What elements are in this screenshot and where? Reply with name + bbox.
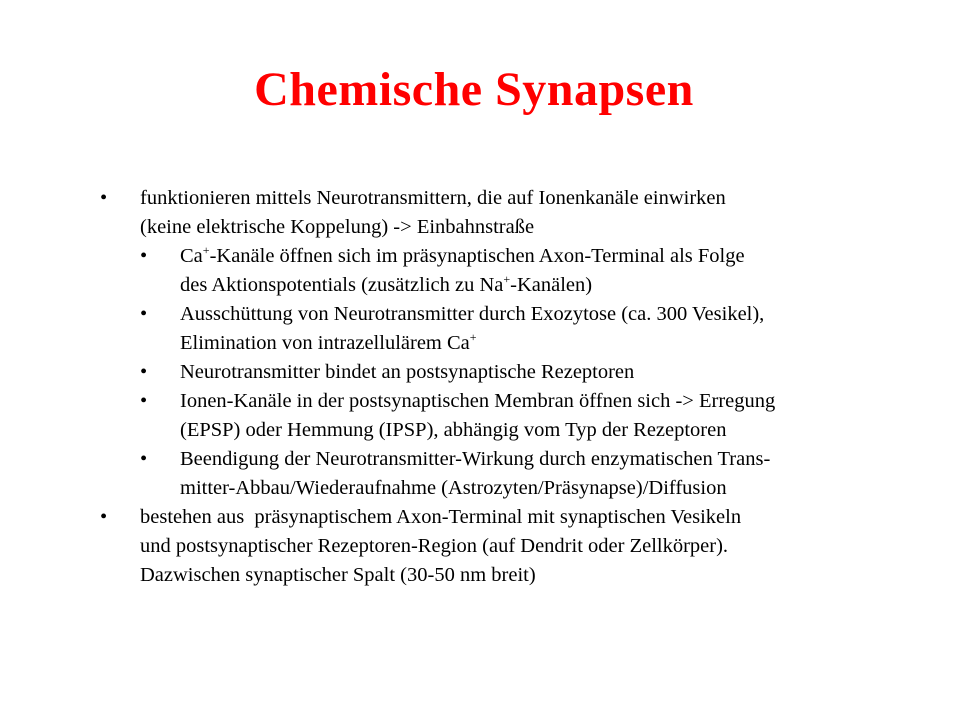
bullet-marker: • — [140, 448, 148, 470]
bullet-line: (keine elektrische Koppelung) -> Einbahnstraße — [140, 216, 535, 238]
sub-bullet-ca-channels — [100, 242, 900, 300]
bullet-line: funktionieren mittels Neurotransmittern, die auf Ionenkanäle einwirken — [140, 187, 726, 209]
sub-bullet-receptor-binding — [100, 358, 900, 387]
bullet-marker: • — [140, 361, 148, 383]
sub-bullet-ion-channels — [100, 387, 900, 445]
bullet-line: bestehen aus präsynaptischem Axon-Terminal mit synaptischen Vesikeln — [140, 506, 742, 528]
slide-title: Chemische Synapsen — [254, 63, 694, 116]
bullet-marker: • — [100, 187, 108, 209]
bullet-item-structure — [100, 503, 900, 590]
bullet-item-neurotransmitter — [100, 184, 900, 242]
bullet-marker: • — [100, 506, 108, 528]
sub-bullet-exocytosis — [100, 300, 900, 358]
bullet-list — [100, 184, 900, 590]
bullet-line: Ca+-Kanäle öffnen sich im präsynaptischen Axon-Terminal als Folge — [180, 243, 745, 267]
bullet-line: des Aktionspotentials (zusätzlich zu Na+-Kanälen) — [180, 272, 593, 296]
bullet-line: (EPSP) oder Hemmung (IPSP), abhängig vom Typ der Rezeptoren — [180, 419, 727, 441]
bullet-line: Elimination von intrazellulärem Ca+ — [180, 330, 477, 354]
bullet-line: Beendigung der Neurotransmitter-Wirkung durch enzymatischen Trans- — [180, 448, 771, 470]
bullet-marker: • — [140, 303, 148, 325]
bullet-line: und postsynaptischer Rezeptoren-Region (auf Dendrit oder Zellkörper). — [140, 535, 729, 557]
bullet-marker: • — [140, 390, 148, 412]
bullet-line: Ausschüttung von Neurotransmitter durch Exozytose (ca. 300 Vesikel), — [180, 303, 765, 325]
bullet-marker: • — [140, 245, 148, 267]
bullet-line: mitter-Abbau/Wiederaufnahme (Astrozyten/Präsynapse)/Diffusion — [180, 477, 727, 499]
sub-bullet-termination — [100, 445, 900, 503]
bullet-line: Dazwischen synaptischer Spalt (30-50 nm breit) — [140, 564, 536, 586]
bullet-line: Neurotransmitter bindet an postsynaptische Rezeptoren — [180, 361, 635, 383]
bullet-line: Ionen-Kanäle in der postsynaptischen Membran öffnen sich -> Erregung — [180, 390, 776, 412]
